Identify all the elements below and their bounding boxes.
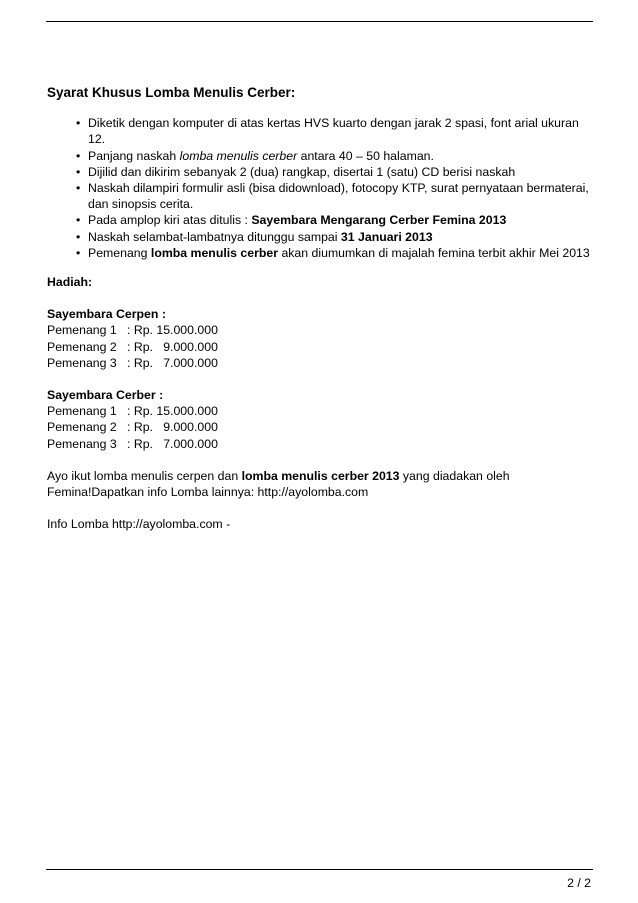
prize-row: Pemenang 2 : Rp. 9.000.000 [47,420,218,435]
bottom-rule [46,869,593,870]
cerpen-prizes [47,306,593,371]
document-body [47,85,593,548]
prize-row: Pemenang 3 : Rp. 7.000.000 [47,355,218,370]
requirement-item: • Naskah selambat-lambatnya ditunggu sampai 31 Januari 2013 [88,229,593,245]
prize-row: Pemenang 2 : Rp. 9.000.000 [47,339,218,354]
emphasis: lomba menulis cerber [179,148,298,163]
strong-text: 31 Januari 2013 [340,229,433,244]
prize-row: Pemenang 3 : Rp. 7.000.000 [47,436,218,451]
cerpen-title: Sayembara Cerpen : [47,307,166,322]
requirements-heading: Syarat Khusus Lomba Menulis Cerber: [47,85,296,100]
strong-text: lomba menulis cerber 2013 [241,468,400,483]
requirement-item: • Pemenang lomba menulis cerber akan diumumkan di majalah femina terbit akhir Mei 2013 [88,245,593,261]
requirement-item: • Diketik dengan komputer di atas kertas HVS kuarto dengan jarak 2 spasi, font arial ukuran 12. [88,115,593,147]
strong-text: lomba menulis cerber [150,245,279,260]
prize-row: Pemenang 1 : Rp. 15.000.000 [47,323,218,338]
requirement-item: • Pada amplop kiri atas ditulis : Sayembara Mengarang Cerber Femina 2013 [88,212,593,228]
footer-note: Info Lomba http://ayolomba.com - [47,517,231,532]
top-rule [46,21,593,22]
cerber-prizes [47,387,593,452]
page-number: 2 / 2 [567,876,591,890]
requirement-item: • Dijilid dan dikirim sebanyak 2 (dua) rangkap, disertai 1 (satu) CD berisi naskah [88,164,593,180]
requirements-list [47,115,593,261]
strong-text: Sayembara Mengarang Cerber Femina 2013 [251,213,507,228]
closing-paragraph: Ayo ikut lomba menulis cerpen dan lomba menulis cerber 2013 yang diadakan oleh Femina!Dapatkan info Lomba lainnya: http://ayolomba.com [47,468,510,500]
requirement-item: • Naskah dilampiri formulir asli (bisa didownload), fotocopy KTP, surat pernyataan bermaterai, dan sinopsis cerita. [88,180,593,212]
prize-heading: Hadiah: [47,275,93,290]
cerber-title: Sayembara Cerber : [47,388,164,403]
prize-row: Pemenang 1 : Rp. 15.000.000 [47,404,218,419]
requirement-item: • Panjang naskah lomba menulis cerber antara 40 – 50 halaman. [88,148,593,164]
